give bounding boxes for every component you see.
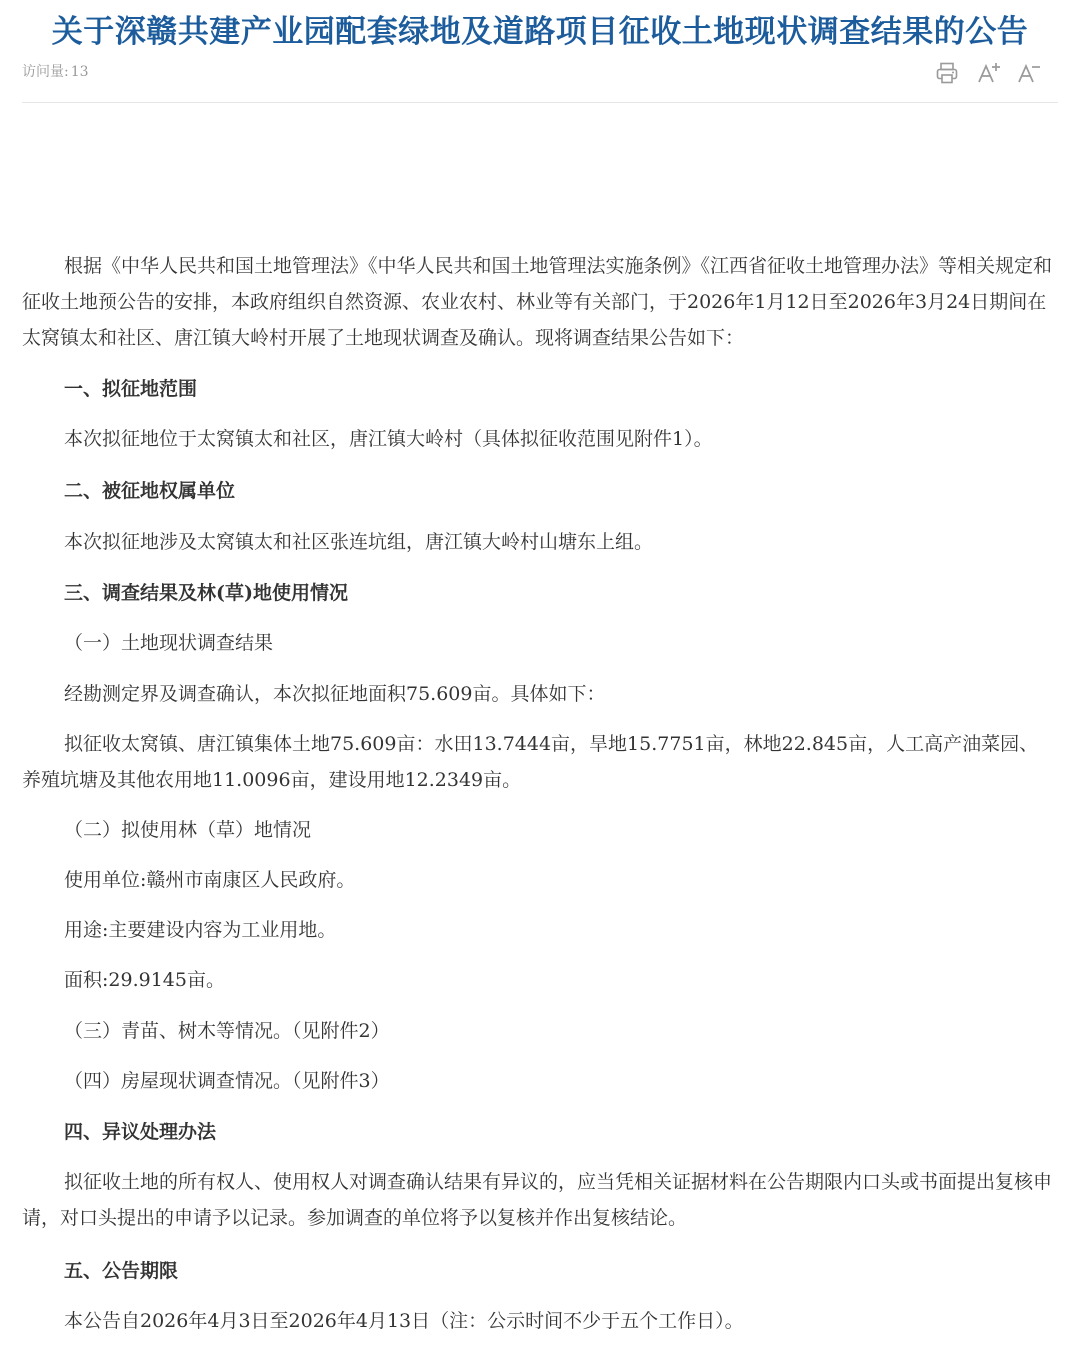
section-heading-4: 四、异议处理办法 xyxy=(64,1121,217,1143)
section-4-paragraph: 拟征收土地的所有权人、使用权人对调查确认结果有异议的，应当凭相关证据材料在公告期限内口头或书面提出复核申请，对口头提出的申请予以记录。参加调查的单位将予以复核并作出复核结论。 xyxy=(22,1171,1053,1229)
section-heading-2: 二、被征地权属单位 xyxy=(64,480,236,502)
section-3-paragraph-3: 使用单位:赣州市南康区人民政府。 xyxy=(64,869,356,891)
article-title: 关于深赣共建产业园配套绿地及道路项目征收土地现状调查结果的公告 xyxy=(51,14,1029,50)
subsection-3-2: （二）拟使用林（草）地情况 xyxy=(64,819,312,841)
subsection-3-1: （一）土地现状调查结果 xyxy=(64,632,274,654)
section-heading-3: 三、调查结果及林(草)地使用情况 xyxy=(64,582,348,604)
section-3-paragraph-4: 用途:主要建设内容为工业用地。 xyxy=(64,919,337,941)
font-decrease-icon[interactable] xyxy=(1016,60,1042,86)
section-3-paragraph-2: 拟征收太窝镇、唐江镇集体土地75.609亩：水田13.7444亩，旱地15.7751亩，林地22.845亩，人工高产油菜园、养殖坑塘及其他农用地11.0096亩，建设用地12.2349亩。 xyxy=(22,733,1039,791)
visit-counter xyxy=(22,62,89,82)
section-3-paragraph-5: 面积:29.9145亩。 xyxy=(64,969,225,991)
section-heading-5: 五、公告期限 xyxy=(64,1260,179,1282)
visits-count: 13 xyxy=(70,64,89,80)
section-heading-1: 一、拟征地范围 xyxy=(64,378,198,400)
visits-label: 访问量: xyxy=(22,64,69,80)
intro-paragraph: 根据《中华人民共和国土地管理法》《中华人民共和国土地管理法实施条例》《江西省征收土地管理办法》等相关规定和征收土地预公告的安排，本政府组织自然资源、农业农村、林业等有关部门，于2026年1月12日至2026年3月24日期间在太窝镇太和社区、唐江镇大岭村开展了土地现状调查及确认。现将调查结果公告如下： xyxy=(22,255,1053,349)
print-icon[interactable] xyxy=(934,60,960,86)
subsection-3-3: （三）青苗、树木等情况。（见附件2） xyxy=(64,1020,390,1042)
article-meta xyxy=(22,58,1058,90)
section-5-paragraph: 本公告自2026年4月3日至2026年4月13日（注：公示时间不少于五个工作日）。 xyxy=(64,1310,744,1332)
section-3-paragraph-1: 经勘测定界及调查确认，本次拟征地面积75.609亩。具体如下： xyxy=(64,683,606,705)
subsection-3-4: （四）房屋现状调查情况。（见附件3） xyxy=(64,1070,390,1092)
section-2-paragraph: 本次拟征地涉及太窝镇太和社区张连坑组，唐江镇大岭村山塘东上组。 xyxy=(64,531,654,553)
font-increase-icon[interactable] xyxy=(976,60,1002,86)
header-divider xyxy=(22,102,1058,103)
section-1-paragraph: 本次拟征地位于太窝镇太和社区，唐江镇大岭村（具体拟征收范围见附件1）。 xyxy=(64,428,713,450)
